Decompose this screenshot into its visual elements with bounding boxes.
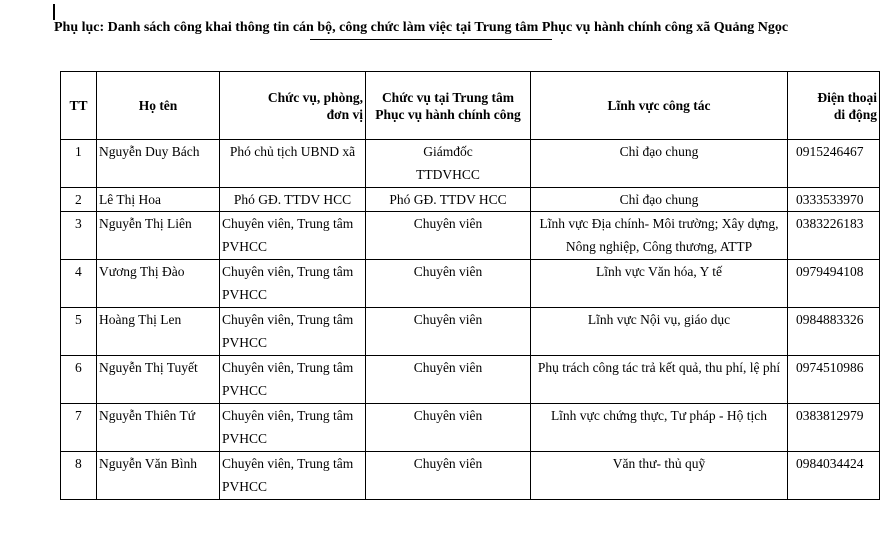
cell-phone [788, 452, 880, 500]
phone-number: 0915246467 [796, 144, 864, 159]
cell-center-role [366, 404, 531, 452]
cell-name [97, 356, 220, 404]
title-underline [310, 39, 552, 40]
table-row [61, 212, 880, 260]
staff-name: Nguyễn Thiên Tứ [99, 408, 196, 423]
cell-position [220, 188, 366, 212]
cell-phone [788, 404, 880, 452]
field-line1: Lĩnh vực Văn hóa, Y tế [595, 264, 723, 279]
document-title: Phụ lục: Danh sách công khai thông tin cán bộ, công chức làm việc tại Trung tâm Phục vụ hành chính công xã Quảng Ngọc [54, 20, 788, 36]
cell-center-role [366, 260, 531, 308]
row-number: 3 [75, 216, 82, 231]
cell-center-role [366, 188, 531, 212]
cell-field [531, 260, 788, 308]
row-number: 1 [75, 144, 82, 159]
row-number: 2 [75, 192, 82, 207]
position-line1: Chuyên viên, Trung tâm [222, 456, 354, 471]
cell-phone [788, 308, 880, 356]
row-number: 4 [75, 264, 82, 279]
cell-center-role [366, 308, 531, 356]
cell-name [97, 212, 220, 260]
cell-position [220, 260, 366, 308]
header-tt: TT [61, 72, 97, 140]
phone-number: 0383226183 [796, 216, 864, 231]
table-row [61, 404, 880, 452]
cell-center-role [366, 140, 531, 188]
cell-tt [61, 308, 97, 356]
cell-center-role [366, 452, 531, 500]
center-role-line1: Chuyên viên [413, 456, 483, 471]
cell-field [531, 140, 788, 188]
header-name: Họ tên [97, 72, 220, 140]
header-center-role: Chức vụ tại Trung tâm Phục vụ hành chính công [366, 72, 531, 140]
cell-name [97, 452, 220, 500]
cell-center-role [366, 356, 531, 404]
position-line1: Chuyên viên, Trung tâm [222, 264, 354, 279]
cell-name [97, 140, 220, 188]
position-line1: Phó GĐ. TTDV HCC [233, 192, 352, 207]
position-line1: Chuyên viên, Trung tâm [222, 312, 354, 327]
field-line1: Chỉ đạo chung [619, 192, 699, 207]
cell-tt [61, 452, 97, 500]
table-row [61, 308, 880, 356]
cell-phone [788, 140, 880, 188]
position-line2: PVHCC [222, 335, 268, 350]
position-line1: Phó chủ tịch UBND xã [229, 144, 356, 159]
cell-field [531, 308, 788, 356]
position-line1: Chuyên viên, Trung tâm [222, 408, 354, 423]
table-row [61, 188, 880, 212]
cell-tt [61, 260, 97, 308]
cell-position [220, 356, 366, 404]
cell-position [220, 404, 366, 452]
cell-tt [61, 188, 97, 212]
staff-name: Nguyễn Văn Bình [99, 456, 197, 471]
cell-phone [788, 356, 880, 404]
table-row [61, 356, 880, 404]
staff-name: Nguyễn Duy Bách [99, 144, 200, 159]
phone-number: 0979494108 [796, 264, 864, 279]
cell-tt [61, 212, 97, 260]
table-row [61, 452, 880, 500]
header-field: Lĩnh vực công tác [531, 72, 788, 140]
staff-name: Lê Thị Hoa [99, 192, 161, 207]
cell-position [220, 452, 366, 500]
cell-tt [61, 356, 97, 404]
row-number: 8 [75, 456, 82, 471]
cell-center-role [366, 212, 531, 260]
cell-position [220, 212, 366, 260]
position-line1: Chuyên viên, Trung tâm [222, 216, 354, 231]
row-number: 7 [75, 408, 82, 423]
position-line2: PVHCC [222, 287, 268, 302]
row-number: 5 [75, 312, 82, 327]
cell-tt [61, 140, 97, 188]
phone-number: 0333533970 [796, 192, 864, 207]
center-role-line2: Chuyên viên [413, 216, 483, 231]
position-line2: PVHCC [222, 383, 268, 398]
table-header-row [61, 72, 880, 140]
cell-name [97, 188, 220, 212]
field-line1: Lĩnh vực Địa chính- Môi trường; Xây dựng, [539, 216, 779, 231]
field-line2: Phụ trách công tác trả kết quả, thu phí, lệ phí [537, 360, 781, 375]
position-line2: PVHCC [222, 479, 268, 494]
staff-name: Nguyễn Thị Tuyết [99, 360, 198, 375]
header-phone: Điện thoại di động [788, 72, 880, 140]
field-line2: Chỉ đạo chung [619, 144, 699, 159]
cell-name [97, 404, 220, 452]
phone-number: 0984034424 [796, 456, 864, 471]
field-line2: Nông nghiệp, Công thương, ATTP [565, 239, 753, 254]
cell-field [531, 356, 788, 404]
cell-field [531, 452, 788, 500]
field-line2: Văn thư- thủ quỹ [612, 456, 706, 471]
position-line2: PVHCC [222, 431, 268, 446]
center-role-line2: TTDVHCC [416, 167, 480, 182]
staff-name: Nguyễn Thị Liên [99, 216, 192, 231]
field-line1: Lĩnh vực Nội vụ, giáo dục [587, 312, 731, 327]
cell-tt [61, 404, 97, 452]
cell-phone [788, 260, 880, 308]
cell-field [531, 188, 788, 212]
center-role-line1: Chuyên viên [413, 408, 483, 423]
position-line2: PVHCC [222, 239, 268, 254]
cell-field [531, 212, 788, 260]
center-role-line2: Chuyên viên [413, 264, 483, 279]
center-role-line1: Phó GĐ. TTDV HCC [389, 192, 507, 207]
cell-phone [788, 188, 880, 212]
header-position: Chức vụ, phòng, đơn vị [220, 72, 366, 140]
phone-number: 0984883326 [796, 312, 864, 327]
text-cursor [53, 4, 55, 20]
phone-number: 0383812979 [796, 408, 864, 423]
field-line2: Lĩnh vực chứng thực, Tư pháp - Hộ tịch [550, 408, 768, 423]
row-number: 6 [75, 360, 82, 375]
staff-table [60, 71, 880, 500]
center-role-line2: Chuyên viên [413, 312, 483, 327]
center-role-line2: Chuyên viên [413, 360, 483, 375]
table-row [61, 260, 880, 308]
center-role-line1: Giámđốc [423, 144, 473, 159]
staff-name: Vương Thị Đào [99, 264, 185, 279]
cell-position [220, 308, 366, 356]
position-line1: Chuyên viên, Trung tâm [222, 360, 354, 375]
table-row [61, 140, 880, 188]
cell-field [531, 404, 788, 452]
cell-position [220, 140, 366, 188]
cell-phone [788, 212, 880, 260]
cell-name [97, 308, 220, 356]
phone-number: 0974510986 [796, 360, 864, 375]
staff-name: Hoàng Thị Len [99, 312, 182, 327]
cell-name [97, 260, 220, 308]
